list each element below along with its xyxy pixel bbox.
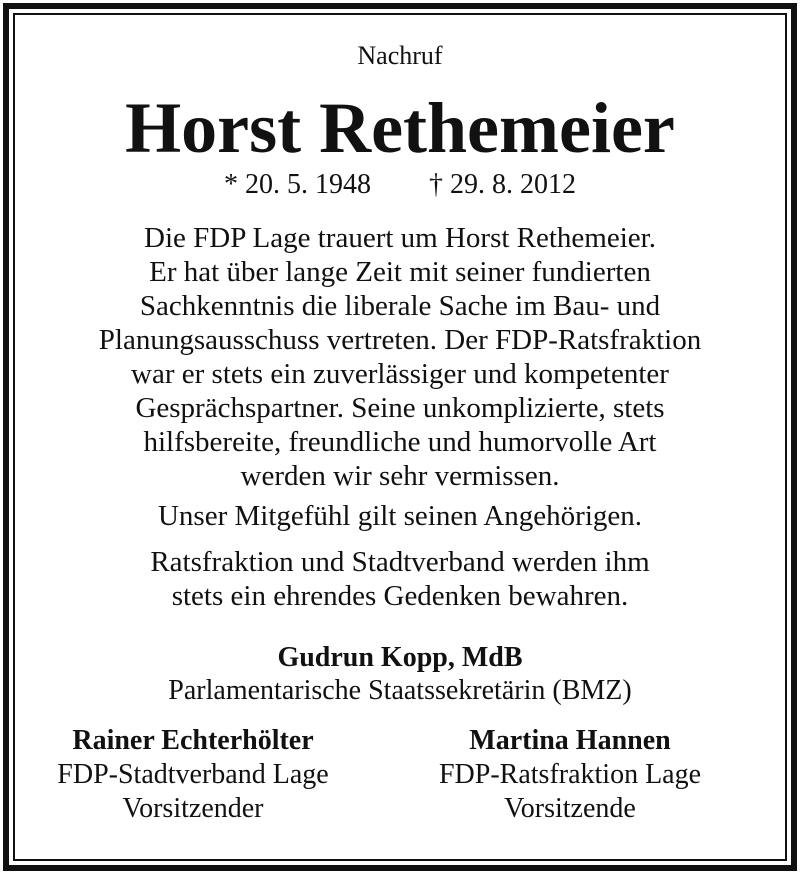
condolence-line: Unser Mitgefühl gilt seinen Angehörigen. xyxy=(157,500,643,532)
main-signatory-name: Gudrun Kopp, MdB xyxy=(277,642,523,673)
condolence-paragraph xyxy=(20,499,780,533)
paragraph-line: hilfsbereite, freundliche und humorvolle Art xyxy=(143,426,657,458)
signatory-left-name: Rainer Echterhölter xyxy=(72,725,314,756)
main-paragraph xyxy=(20,221,780,493)
signatory-left-role: Vorsitzender xyxy=(122,793,264,824)
signatory-right-name: Martina Hannen xyxy=(469,725,671,756)
paragraph-line: Er hat über lange Zeit mit seiner fundierten xyxy=(149,256,651,288)
closing-paragraph xyxy=(20,545,780,613)
death-date: † 29. 8. 2012 xyxy=(429,169,576,200)
deceased-name: Horst Rethemeier xyxy=(125,88,675,168)
main-signatory-title: Parlamentarische Staatssekretärin (BMZ) xyxy=(168,675,632,706)
birth-date: * 20. 5. 1948 xyxy=(224,169,371,200)
paragraph-line: war er stets ein zuverlässiger und kompetenter xyxy=(131,358,669,390)
signatory-right-role: Vorsitzende xyxy=(504,793,636,824)
paragraph-line: Planungsausschuss vertreten. Der FDP-Ratsfraktion xyxy=(98,324,702,356)
paragraph-line: stets ein ehrendes Gedenken bewahren. xyxy=(171,580,629,612)
paragraph-line: Die FDP Lage trauert um Horst Rethemeier. xyxy=(144,222,656,254)
paragraph-line: Ratsfraktion und Stadtverband werden ihm xyxy=(150,546,650,578)
notice-kicker: Nachruf xyxy=(357,41,443,70)
signatory-left-org: FDP-Stadtverband Lage xyxy=(57,759,329,790)
paragraph-line: werden wir sehr vermissen. xyxy=(240,460,560,492)
signatory-right-org: FDP-Ratsfraktion Lage xyxy=(438,759,702,790)
life-dates xyxy=(20,168,780,202)
paragraph-line: Gesprächspartner. Seine unkomplizierte, stets xyxy=(135,392,665,424)
paragraph-line: Sachkenntnis die liberale Sache im Bau- und xyxy=(139,290,661,322)
